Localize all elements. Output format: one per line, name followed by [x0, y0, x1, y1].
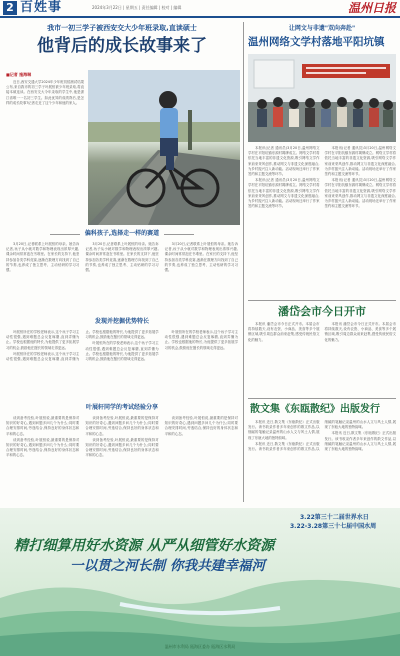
culture-paragraph: 本报讯(记者 通讯员)3月20日,温州网络文学村在平阳坑镇东源村揭牌成立。网络文学村将依托当地丰富的非遗文化资源,吸引网络文学作家前来采风创作,推动网文与非遗文化深度融合,为乡村振兴注入新动能。活动现场还举行了作家签约和主题交流等环节。: [324, 178, 396, 209]
fair-paragraph: 本报讯 潘岱会市今日正式开市。本届会市将持续数天,设有农资、小商品、美食等多个展销区域,吸引周边群众前来赶集,感受传统民俗文化的魅力。: [248, 322, 320, 342]
section-1-paragraph: 3月20日,记者联系上叶展恒的母亲。她告诉记者,孩子从小就对数学和物理表现出浓厚兴趣,课余时间常常泡在书堆里。在家长的支持下,他坚持参加各类学科竞赛,逐渐在数理方向找到了自己的节奏,也养成了独立思考、主动钻研的学习习惯。: [6, 242, 80, 273]
section-1-paragraph: 3月20日,记者联系上叶展恒的母亲。她告诉记者,孩子从小就对数学和物理表现出浓厚兴趣,课余时间常常泡在书堆里。在家长的支持下,他坚持参加各类学科竞赛,逐渐在数理方向找到了自己的节奏,也养成了独立思考、主动钻研的学习习惯。: [85, 242, 159, 273]
section-2-paragraph: 叶展恒所在的学校老师表示,这个孩子学习主动性很强,遇到难题总会反复琢磨,直到弄懂为止。学校也根据他的特长,为他提供了更多拓展学习的机会,鼓励他在擅长的领域走得更远。: [6, 330, 80, 350]
section-3-paragraph: 谈到备考经验,叶展恒说,最重要的是保持对知识的好奇心,遇到问题多问几个为什么;同时要合理安排时间,劳逸结合,保持良好的身体状态和平和的心态。: [85, 416, 159, 436]
intro-paragraph: 近日,西安交通大学2024年少年班初招测试结果公布,来自我市的初三学子叶展恒被少年班录取,将直接本硕连读。在西安交大今年录取的学生中,他是浙江省唯一一名初三学生。如此优异的成绩背后,是怎样的成长故事?记者走近了这个少年和他的家人。: [6, 80, 84, 105]
book-body: [248, 420, 396, 504]
book-paragraph: 本报讯 近日,散文集《东瓯散纪》正式出版发行。该书收录作者多年来创作的散文作品,以细腻的笔触记录温州的山水人文与风土人情,展现了东瓯大地的独特韵味。: [248, 420, 396, 452]
ad-slogan-1: 精打细算用好水资源 从严从细管好水资源: [14, 538, 275, 554]
culture-paragraph: 本报讯(记者 通讯员)3月20日,温州网络文学村在平阳坑镇东源村揭牌成立。网络文学村将依托当地丰富的非遗文化资源,吸引网络文学作家前来采风创作,推动网文与非遗文化深度融合,为乡村振兴注入新动能。活动现场还举行了作家签约和主题交流等环节。: [248, 146, 320, 177]
section-2-paragraph: 叶展恒所在的学校老师表示,这个孩子学习主动性很强,遇到难题总会反复琢磨,直到弄懂为止。学校也根据他的特长,为他提供了更多拓展学习的机会,鼓励他在擅长的领域走得更远。: [164, 330, 238, 350]
story-headline: 他背后的成长故事来了: [37, 36, 207, 56]
ad-slogan-2: 一以贯之河长制 你我共建幸福河: [70, 558, 266, 574]
story-photo-cycling: [88, 70, 240, 225]
subhead-1: 偏科孩子,选择走一样的赛道: [84, 230, 160, 237]
subhead-2: 发现并挖掘优势特长: [94, 318, 149, 325]
column-divider: [243, 22, 244, 502]
book-headline: 散文集《东瓯散纪》出版发行: [250, 404, 380, 415]
culture-photo-ceremony: [248, 54, 396, 142]
section-3-paragraph: 谈到备考经验,叶展恒说,最重要的是保持对知识的好奇心,遇到问题多问几个为什么;同时要合理安排时间,劳逸结合,保持良好的身体状态和平和的心态。: [164, 416, 238, 436]
world-water-day-date: 3.22第三十二届世界水日: [300, 514, 369, 521]
story-section-2: [6, 330, 238, 398]
culture-paragraph: 本报讯(记者 通讯员)3月20日,温州网络文学村在平阳坑镇东源村揭牌成立。网络文学村将依托当地丰富的非遗文化资源,吸引网络文学作家前来采风创作,推动网文与非遗文化深度融合,为乡村振兴注入新动能。活动现场还举行了作家签约和主题交流等环节。: [324, 146, 396, 177]
section-1-paragraph: 3月20日,记者联系上叶展恒的母亲。她告诉记者,孩子从小就对数学和物理表现出浓厚兴趣,课余时间常常泡在书堆里。在家长的支持下,他坚持参加各类学科竞赛,逐渐在数理方向找到了自己的节奏,也养成了独立思考、主动钻研的学习习惯。: [164, 242, 238, 273]
story-kicker: 我市一初三学子被西安交大少年班录取,直读硕士: [47, 24, 197, 32]
story-separator: [248, 300, 396, 301]
book-paragraph: 本报讯 近日,散文集《东瓯散纪》正式出版发行。该书收录作者多年来创作的散文作品,以细腻的笔触记录温州的山水人文与风土人情,展现了东瓯大地的独特韵味。: [324, 431, 396, 452]
story-separator: [248, 398, 396, 399]
section-3-paragraph: 谈到备考经验,叶展恒说,最重要的是保持对知识的好奇心,遇到问题多问几个为什么;同时要合理安排时间,劳逸结合,保持良好的身体状态和平和的心态。: [6, 416, 80, 436]
section-2-paragraph: 叶展恒所在的学校老师表示,这个孩子学习主动性很强,遇到难题总会反复琢磨,直到弄懂为止。学校也根据他的特长,为他提供了更多拓展学习的机会,鼓励他在擅长的领域走得更远。: [6, 330, 159, 362]
subhead-rule: [164, 234, 194, 235]
section-2-paragraph: 叶展恒所在的学校老师表示,这个孩子学习主动性很强,遇到难题总会反复琢磨,直到弄懂为止。学校也根据他的特长,为他提供了更多拓展学习的机会,鼓励他在擅长的领域走得更远。: [85, 341, 159, 362]
story-section-3: [6, 416, 238, 504]
issue-meta: 2024年3月22日 | 星期五 | 责任编辑 | 校对 | 编辑: [92, 5, 182, 10]
subhead-rule: [50, 234, 80, 235]
story-intro: [6, 80, 84, 225]
culture-headline: 温州网络文学村落地平阳坑镇: [248, 36, 385, 48]
page-number: 2: [3, 1, 17, 15]
ad-sponsor: 温州市水利局 瓯海区委办 瓯海区水利局: [164, 644, 236, 649]
fair-paragraph: 本报讯 潘岱会市今日正式开市。本届会市将持续数天,设有农资、小商品、美食等多个展销区域,吸引周边群众前来赶集,感受传统民俗文化的魅力。: [324, 322, 396, 342]
section-3-paragraph: 谈到备考经验,叶展恒说,最重要的是保持对知识的好奇心,遇到问题多问几个为什么;同时要合理安排时间,劳逸结合,保持良好的身体状态和平和的心态。: [85, 437, 159, 458]
culture-body: [248, 146, 396, 291]
cyclist-illustration: [88, 70, 240, 225]
ceremony-illustration: [248, 54, 396, 142]
culture-kicker: 让网文与非遗"双向奔赴": [288, 25, 356, 32]
fair-body: [248, 322, 396, 394]
subhead-3: 叶展轩同学的考试经验分享: [85, 404, 158, 411]
newspaper-logo: 温州日报: [347, 1, 396, 15]
water-week-advertisement: [0, 508, 400, 656]
fair-headline: 潘岱会市今日开市: [278, 305, 366, 318]
section-title: 百姓事: [20, 0, 63, 15]
section-3-paragraph: 谈到备考经验,叶展恒说,最重要的是保持对知识的好奇心,遇到问题多问几个为什么;同时要合理安排时间,劳逸结合,保持良好的身体状态和平和的心态。: [6, 437, 80, 458]
culture-paragraph: 本报讯(记者 通讯员)3月20日,温州网络文学村在平阳坑镇东源村揭牌成立。网络文学村将依托当地丰富的非遗文化资源,吸引网络文学作家前来采风创作,推动网文与非遗文化深度融合,为乡村振兴注入新动能。活动现场还举行了作家签约和主题交流等环节。: [248, 178, 320, 209]
book-paragraph: 本报讯 近日,散文集《东瓯散纪》正式出版发行。该书收录作者多年来创作的散文作品,以细腻的笔触记录温州的山水人文与风土人情,展现了东瓯大地的独特韵味。: [248, 420, 320, 440]
story-byline: ■记者 施海琳: [6, 72, 32, 77]
china-water-week-date: 3.22-3.28第三十七届中国水周: [290, 523, 377, 530]
story-section-1: [6, 242, 238, 312]
page-header: [0, 0, 400, 18]
